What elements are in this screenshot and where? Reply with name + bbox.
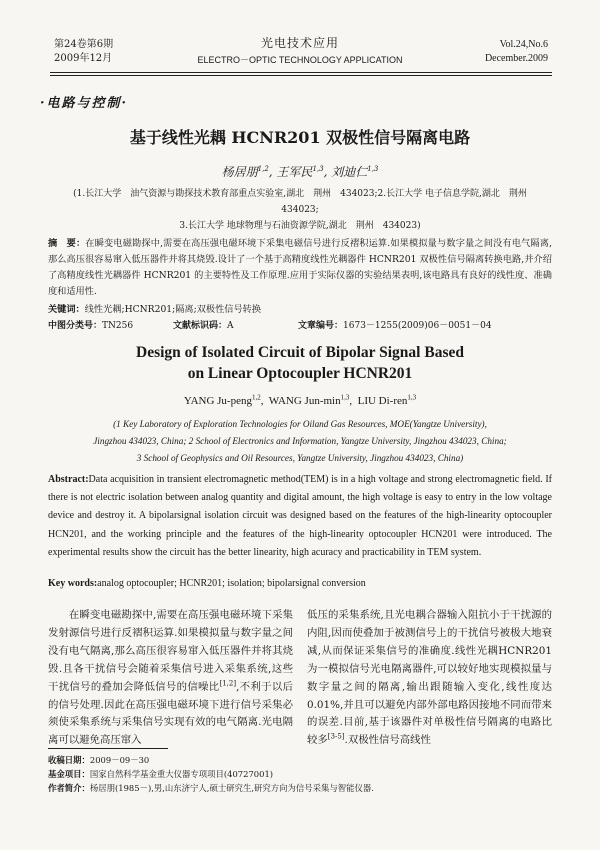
keywords-label-cn: 关键词： (48, 304, 85, 315)
received-date: 2009－09－30 (89, 755, 150, 765)
author-name: YANG Ju-peng (183, 395, 252, 407)
article-no-value: 1673－1255(2009)06－0051－04 (343, 321, 492, 331)
volume-issue-en: Vol.24,No.6 (499, 39, 548, 50)
keywords-text-cn: 线性光耦;HCNR201;隔离;双极性信号转换 (84, 304, 262, 315)
journal-name-cn: 光电技术应用 (260, 36, 339, 50)
doc-code-value: A (227, 321, 234, 331)
abstract-text-cn: 在瞬变电磁勘探中,需要在高压强电磁环境下采集电磁信号进行反褶积运算.如果模拟量与数字量之间没有电气隔离,那么高压很容易窜入低压器件并将其烧毁.设计了一个基于高精度线性光耦器件 HCNR201 双极性信号隔离转换电路,并介绍了高精度线性光耦器件 HCNR201 的主要特性及工作原理.应用于实际仪器的实验结果表明,该电路具有良好的线性度、准确度和适用性. (48, 238, 552, 297)
author-name: 王军民 (276, 165, 313, 179)
journal-issue-left (54, 38, 113, 66)
header-divider-thin (50, 75, 552, 76)
affiliation-line: (1.长江大学 油气资源与勘探技术教育部重点实验室,湖北 荆州 434023;2.长江大学 电子信息学院,湖北 荆州 434023; (73, 189, 536, 215)
author-bio-text: 杨居朋(1985－),男,山东济宁人,硕士研究生,研究方向为信号采集与智能仪器. (89, 783, 374, 793)
article-no-label: 文章编号： (298, 321, 344, 331)
date-en: December.2009 (484, 53, 548, 64)
citation: [3-5] (327, 732, 345, 741)
author-name: WANG Jun-min (268, 395, 341, 407)
journal-name (150, 34, 450, 66)
author-name: LIU Di-ren (357, 395, 408, 407)
volume-issue-cn: 第24卷第6期 (54, 39, 114, 50)
body-text: .双极性信号高线性 (344, 734, 431, 747)
section-label: ·电路与控制· (40, 96, 129, 111)
author-affil-sup: 1,3 (407, 393, 417, 402)
abstract-text-en: Data acquisition in transient electromagnetic method(TEM) is in a high voltage and strong electromagnetic field. If there is not electric isolation between analog quantity and digital amount, the high voltage is easy to entry in the low voltage device and destroy it. A bipolarsignal isolation circuit was designed based on the features of the high-linearity optocoupler HCN201, and the working principle and the features of the high-linearity optocoupler HCN201 were introduced. The experimental results show the circuit has the better linearity, high acuracy and practicability in TEM system. (48, 474, 552, 558)
title-en-line: Design of Isolated Circuit of Bipolar Signal Based (136, 344, 464, 361)
keywords-cn (48, 301, 261, 315)
affiliation-line: 3.长江大学 地球物理与石油资源学院,湖北 荆州 434023) (179, 221, 421, 231)
author-bio-label: 作者简介： (48, 783, 90, 793)
title-en-line: on Linear Optocoupler HCNR201 (187, 365, 413, 382)
affiliation-line: 3 School of Geophysics and Oil Resources, Yangtze University, Jingzhou 434023, China) (136, 453, 464, 463)
footnote-fund (48, 767, 552, 781)
abstract-label-cn: 摘 要： (48, 238, 86, 249)
keywords-label-en: Key words: (48, 578, 98, 589)
clc-label: 中图分类号： (48, 321, 103, 331)
body-text: 低压的采集系统,且光电耦合器输入阻抗小于干扰源的内阻,因而使叠加于被测信号上的干扰信号被极大地衰减,从而保证采集信号的准确度.线性光耦HCNR201为一模拟信号光电隔离器件,可以较好地实现模拟量与数字量之间的隔离,输出跟随输入变化,线性度达0.01%,并且可以避免内部外部电路因接地不同而带来的误差.目前,基于该器件对单极性信号隔离的电路比较多 (307, 609, 552, 747)
author-affil-sup: 1,3 (340, 393, 350, 402)
abstract-cn (48, 236, 552, 300)
footnote-divider (48, 748, 168, 749)
journal-name-en: ELECTRO－OPTIC TECHNOLOGY APPLICATION (197, 55, 403, 65)
body-text: 在瞬变电磁勘探中,需要在高压强电磁环境下采集发射源信号进行反褶积运算.如果模拟量与数字量之间没有电气隔离,那么高压很容易窜入低压器件并将其烧毁.且各干扰信号会随着采集信号进入采集系统,这些干扰信号的叠加会降低信号的信噪比 (48, 609, 293, 693)
body-column-left (48, 607, 293, 750)
footnote-received (48, 753, 552, 767)
doc-code-label: 文献标识码： (173, 321, 228, 331)
citation: [1,2] (219, 679, 237, 688)
affiliations-en (50, 416, 550, 467)
paper-title-cn: 基于线性光耦 HCNR201 双极性信号隔离电路 (129, 128, 471, 147)
header-divider (50, 72, 552, 73)
journal-issue-right (485, 38, 548, 66)
fund-text: 国家自然科学基金重大仪器专项项目(40727001) (89, 769, 274, 779)
affiliations-cn (60, 186, 540, 234)
abstract-en (48, 471, 552, 562)
authors-cn: 杨居朋$^{1,2}$, 王军民$^{1,3}$, 刘迪仁$^{1,3}$ (221, 165, 379, 179)
body-text: ,不利于以后的信号处理.因此在高压强电磁环境下进行信号采集必须使采集系统与采集信号实现有效的电气隔离.光电隔离可以避免高压窜入 (48, 680, 294, 747)
author-name: 杨居朋 (221, 165, 258, 179)
keywords-en (48, 578, 366, 589)
author-affil-sup: 1,2 (251, 393, 261, 402)
author-affil-sup: 1,3 (312, 165, 324, 173)
keywords-text-en: analog optocoupler; HCNR201; isolation; bipolarsignal conversion (97, 578, 366, 589)
author-name: 刘迪仁 (331, 165, 368, 179)
author-affil-sup: 1,2 (257, 165, 269, 173)
author-affil-sup: 1,3 (367, 165, 379, 173)
affiliation-line: Jingzhou 434023, China; 2 School of Electronics and Information, Yangtze University, Jingzhou 434023, China; (93, 436, 507, 446)
footnotes (48, 753, 552, 795)
abstract-label-en: Abstract: (48, 474, 89, 485)
body-column-right (307, 607, 552, 750)
fund-label: 基金项目： (48, 769, 90, 779)
affiliation-line: (1 Key Laboratory of Exploration Technologies for Oiland Gas Resources, MOE(Yangtze University), (113, 419, 487, 429)
footnote-author (48, 781, 552, 795)
received-label: 收稿日期： (48, 755, 90, 765)
clc-value: TN256 (102, 321, 134, 331)
paper-title-en (0, 342, 600, 384)
date-cn: 2009年12月 (54, 53, 113, 64)
authors-en: YANG Ju-peng$^{1,2}$, WANG Jun-$\min^{1,3}$, LIU Di-ren$^{1,3}$ (183, 393, 417, 407)
